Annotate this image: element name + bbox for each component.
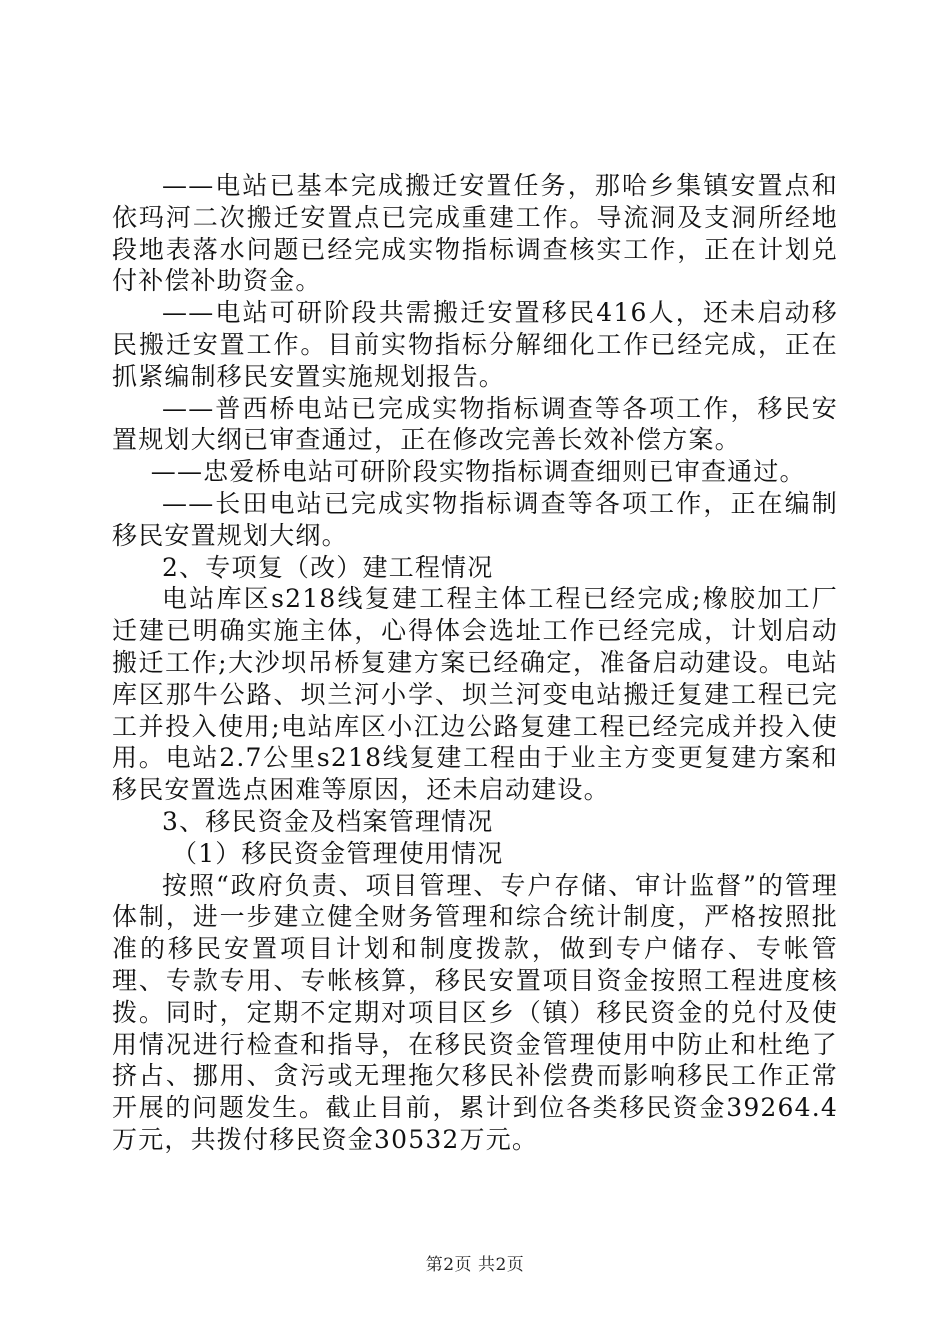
paragraph-changtian-station: ——长田电站已完成实物指标调查等各项工作，正在编制移民安置规划大纲。	[112, 488, 838, 550]
paragraph-puxiqiao-station: ——普西桥电站已完成实物指标调查等各项工作，移民安置规划大纲已审查通过，正在修改完善长效补偿方案。	[112, 393, 838, 455]
page-footer: 第2页 共2页	[425, 1255, 525, 1275]
paragraph-zhongaiqiao-station: ——忠爱桥电站可研阶段实物指标调查细则已审查通过。	[150, 457, 806, 487]
section-3-sub-heading: （1）移民资金管理使用情况	[172, 838, 504, 868]
section-2-body: 电站库区s218线复建工程主体工程已经完成;橡胶加工厂迁建已明确实施主体，心得体会选址工作已经完成，计划启动搬迁工作;大沙坝吊桥复建方案已经确定，准备启动建设。电站库区那牛公路、坝兰河小学、坝兰河变电站搬迁复建工程已完工并投入使用;电站库区小江边公路复建工程已经完成并投入使用。电站2.7公里s218线复建工程由于业主方变更复建方案和移民安置选点困难等原因，还未启动建设。	[112, 584, 838, 805]
section-3-heading: 3、移民资金及档案管理情况	[162, 806, 494, 836]
paragraph-relocation-status: ——电站已基本完成搬迁安置任务，那哈乡集镇安置点和依玛河二次搬迁安置点已完成重建工作。导流洞及支洞所经地段地表落水问题已经完成实物指标调查核实工作，正在计划兑付补偿补助资金。	[112, 171, 838, 296]
paragraph-feasibility-stage: ——电站可研阶段共需搬迁安置移民416人，还未启动移民搬迁安置工作。目前实物指标分解细化工作已经完成，正在抓紧编制移民安置实施规划报告。	[112, 298, 838, 391]
document-body	[112, 170, 838, 1156]
section-2-heading: 2、专项复（改）建工程情况	[162, 552, 494, 582]
section-3-body: 按照“政府负责、项目管理、专户存储、审计监督”的管理体制，进一步建立健全财务管理和综合统计制度，严格按照批准的移民安置项目计划和制度拨款，做到专户储存、专帐管理、专款专用、专帐核算，移民安置项目资金按照工程进度核拨。同时，定期不定期对项目区乡（镇）移民资金的兑付及使用情况进行检查和指导，在移民资金管理使用中防止和杜绝了挤占、挪用、贪污或无理拖欠移民补偿费而影响移民工作正常开展的问题发生。截止目前，累计到位各类移民资金39264.4万元，共拨付移民资金30532万元。	[112, 870, 838, 1154]
